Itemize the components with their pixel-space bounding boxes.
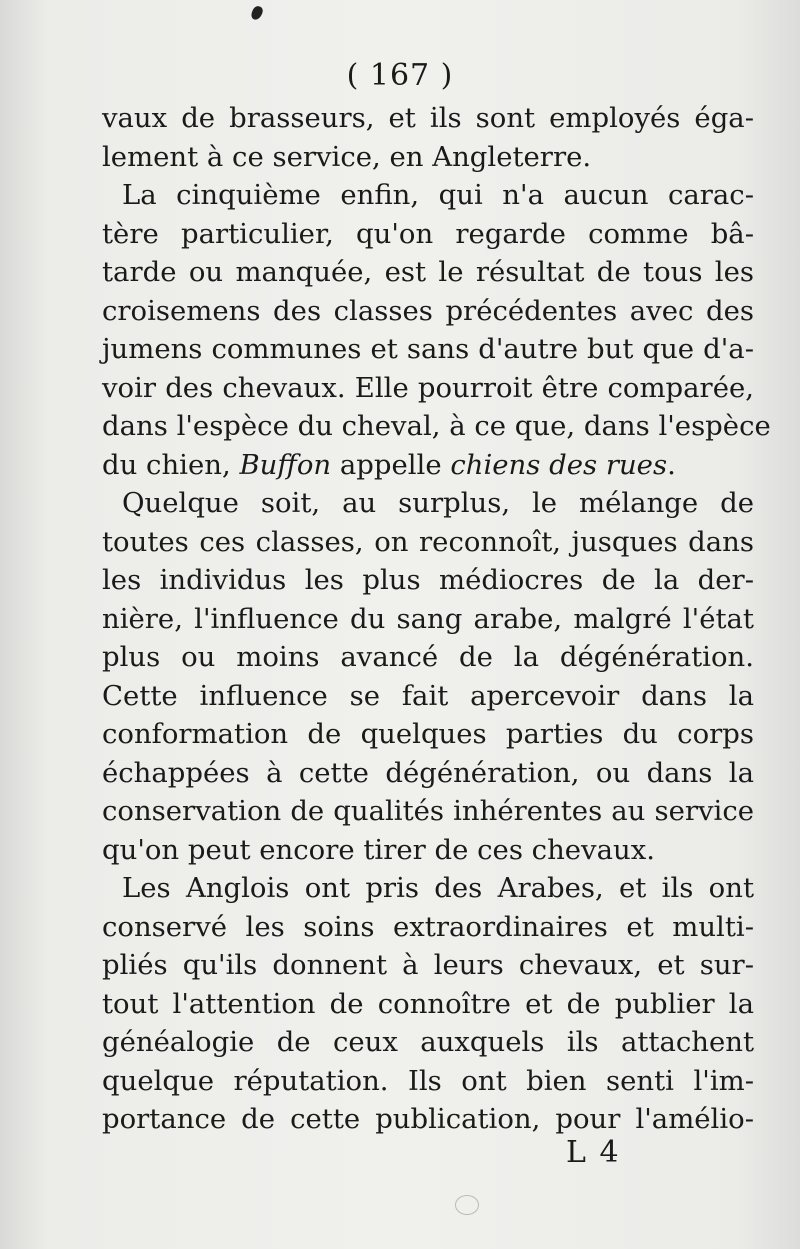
ink-speck (250, 5, 264, 22)
text-line: tout l'attention de connoître et de publier la (102, 987, 754, 1020)
text-line: les individus les plus médiocres de la der- (102, 564, 754, 596)
paragraph-4 (102, 869, 754, 1139)
text-line: conformation de quelques parties du corps (102, 718, 754, 750)
signature-mark: L 4 (566, 1135, 621, 1170)
italic-name-buffon: Buffon (239, 448, 332, 481)
paragraph-2 (102, 176, 771, 484)
text-line: conservation de qualités inhérentes au service (102, 795, 754, 827)
text-line: conservé les soins extraordinaires et multi- (102, 910, 754, 943)
text-line: La cinquième enfin, qui n'a aucun carac- (122, 179, 754, 211)
text-run: . (667, 448, 676, 481)
text-line: tère particulier, qu'on regarde comme bâ- (102, 217, 754, 250)
text-line: dans l'espèce du cheval, à ce que, dans l'espèce (102, 410, 771, 442)
text-line: plus ou moins avancé de la dégénération. (102, 641, 754, 673)
text-line: Les Anglois ont pris des Arabes, et ils ont (122, 872, 754, 904)
text-line: voir des chevaux. Elle pourroit être comparée, (102, 371, 754, 404)
text-line: qu'on peut encore tirer de ces chevaux. (102, 833, 655, 866)
text-line: vaux de brasseurs, et ils sont employés éga- (102, 102, 754, 134)
text-line: tarde ou manquée, est le résultat de tous les (102, 256, 754, 288)
text-line: jumens communes et sans d'autre but que d'a- (102, 333, 754, 365)
page-number: ( 167 ) (346, 58, 454, 93)
italic-term: chiens des rues (450, 448, 668, 481)
text-run: appelle (331, 448, 451, 481)
text-line: quelque réputation. Ils ont bien senti l'im- (102, 1064, 754, 1097)
text-line: lement à ce service, en Angleterre. (102, 140, 592, 173)
text-line: nière, l'influence du sang arabe, malgré l'état (102, 602, 754, 635)
text-line: Quelque soit, au surplus, le mélange de (122, 487, 754, 519)
text-line: Cette influence se fait apercevoir dans la (102, 679, 754, 712)
text-line: pliés qu'ils donnent à leurs chevaux, et sur- (102, 949, 754, 981)
paper-blemish (455, 1195, 479, 1215)
text-line: croisemens des classes précédentes avec des (102, 294, 754, 327)
paragraph-3 (102, 484, 754, 869)
body-text (102, 99, 771, 1139)
text-line: échappées à cette dégénération, ou dans la (102, 756, 754, 789)
text-line: portance de cette publication, pour l'amélio- (102, 1103, 754, 1135)
text-line: généalogie de ceux auxquels ils attachent (102, 1026, 754, 1058)
text-line: toutes ces classes, on reconnoît, jusques dans (102, 525, 754, 558)
text-run: du chien, (102, 448, 240, 481)
text-line-with-italics (102, 446, 754, 485)
paragraph-1 (102, 99, 754, 176)
